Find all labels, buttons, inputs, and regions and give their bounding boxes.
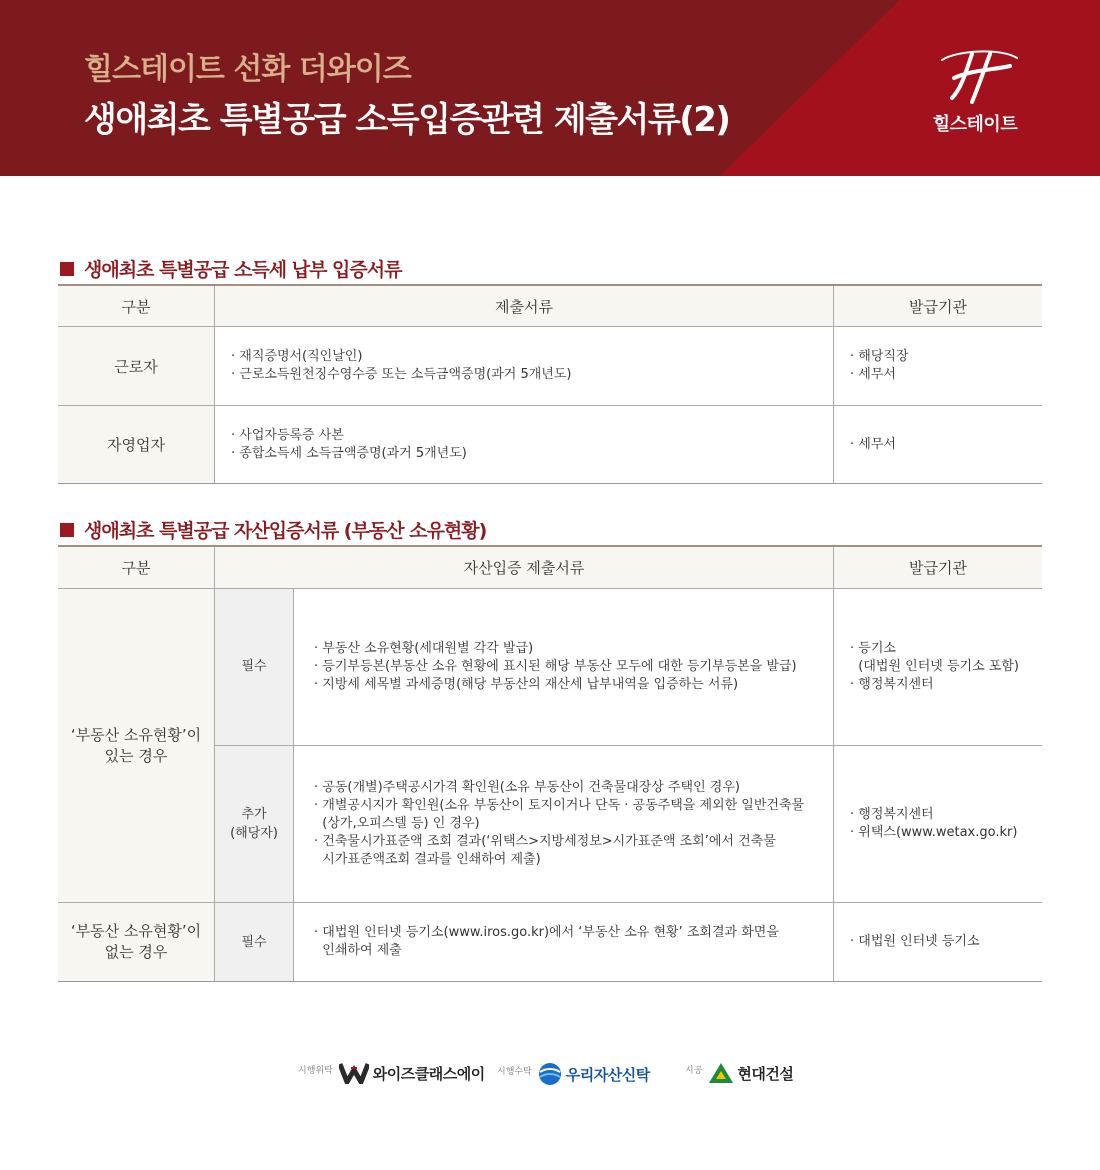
header-documents: 자산입증 제출서류 [215, 547, 834, 588]
issuer-item: · 행정복지센터 [850, 806, 934, 822]
doc-item: · 공동(개별)주택공시가격 확인원(소유 부동산이 건축물대장상 주택인 경우) [314, 779, 740, 795]
issuer-item: · 등기소 [850, 640, 896, 656]
issuer-item: · 해당직장 [850, 349, 909, 364]
issuer-item: · 행정복지센터 [850, 676, 934, 692]
doc-item: 인쇄하여 제출 [314, 943, 402, 958]
table-group-not-owned [58, 903, 1042, 981]
section2-title-text: 생애최초 특별공급 자산입증서류 (부동산 소유현황) [84, 520, 487, 542]
doc-item: · 근로소득원천징수영수증 또는 소득금액증명(과거 5개년도) [231, 367, 572, 382]
header-category: 구분 [58, 547, 215, 588]
row-label: 자영업자 [58, 406, 215, 483]
row-documents [294, 746, 834, 903]
section-bullet-icon [60, 523, 74, 537]
row-issuers [834, 746, 1042, 903]
row-documents [215, 327, 834, 405]
row-issuers [834, 589, 1042, 745]
section1-title-text: 생애최초 특별공급 소득세 납부 입증서류 [84, 259, 402, 281]
doc-item: · 대법원 인터넷 등기소(www.iros.go.kr)에서 ‘부동산 소유 현황’ 조회결과 화면을 [314, 925, 779, 940]
wise-class-a-logo-icon [339, 1062, 369, 1084]
issuer-item: (대법원 인터넷 등기소 포함) [850, 658, 1019, 674]
table-row [215, 589, 1042, 746]
required-label: 필수 [215, 589, 294, 745]
page-header [0, 0, 1100, 176]
row-issuers [834, 327, 1042, 405]
group-label-line: ‘부동산 소유현황’이 [70, 922, 202, 940]
row-issuers [834, 903, 1042, 981]
table-header-row [58, 547, 1042, 589]
group-label-line: 있는 경우 [104, 746, 168, 765]
group-label [58, 589, 215, 902]
hillstate-emblem-icon [932, 48, 1022, 106]
section1-title [60, 255, 401, 282]
table-header-row [58, 286, 1042, 327]
doc-item: · 개별공시지가 확인원(소유 부동산이 토지이거나 단독 · 공동주택을 제외한 일반건축물 [314, 797, 805, 813]
group-label [58, 903, 215, 981]
header-issuer: 발급기관 [834, 547, 1042, 588]
doc-item: · 건축물시가표준액 조회 결과(‘위택스>지방세정보>시가표준액 조회’에서 건축물 [314, 833, 776, 849]
row-documents [215, 406, 834, 483]
asset-proof-table [58, 545, 1042, 982]
row-issuers [834, 406, 1042, 483]
page-footer [0, 1058, 1100, 1098]
income-tax-table [58, 284, 1042, 484]
footer-role: 시행위탁 [298, 1065, 333, 1076]
hillstate-logo [920, 48, 1030, 138]
doc-item: (상가,오피스텔 등) 인 경우) [314, 815, 480, 831]
footer-role: 시공 [685, 1065, 703, 1076]
table-row [58, 327, 1042, 406]
footer-developer [298, 1062, 485, 1084]
doc-item: · 지방세 세목별 과세증명(해당 부동산의 재산세 납부내역을 입증하는 서류) [314, 676, 739, 692]
issuer-item: · 대법원 인터넷 등기소 [850, 934, 980, 949]
footer-constructor [685, 1062, 793, 1084]
issuer-item: · 위택스(www.wetax.go.kr) [850, 824, 1018, 840]
doc-item: · 부동산 소유현황(세대원별 각각 발급) [314, 640, 534, 656]
additional-label [215, 746, 294, 903]
doc-item: · 등기부등본(부동산 소유 현황에 표시된 해당 부동산 모두에 대한 등기부등본을 발급) [314, 658, 797, 674]
row-label: 근로자 [58, 327, 215, 405]
footer-role: 시행수탁 [497, 1066, 532, 1077]
issuer-item: · 세무서 [850, 436, 896, 452]
section-bullet-icon [60, 262, 74, 276]
hyundai-enc-triangle-logo-icon [708, 1062, 734, 1084]
section2-title [60, 516, 486, 543]
header-category: 구분 [58, 286, 215, 326]
doc-item: · 종합소득세 소득금액증명(과거 5개년도) [231, 445, 467, 461]
additional-label-line: 추가 [241, 806, 267, 822]
table-row [215, 746, 1042, 903]
issuer-item: · 세무서 [850, 367, 896, 382]
required-label: 필수 [215, 903, 294, 981]
logo-text: 힐스테이트 [932, 114, 1018, 135]
footer-trustee [497, 1062, 650, 1086]
additional-label-line: (해당자) [230, 825, 278, 841]
page-subtitle: 힐스테이트 선화 더와이즈 [84, 52, 411, 87]
group-subrows [215, 589, 1042, 902]
table-group-owned [58, 589, 1042, 903]
header-documents: 제출서류 [215, 286, 834, 326]
page-title: 생애최초 특별공급 소득입증관련 제출서류(2) [84, 100, 730, 140]
header-issuer: 발급기관 [834, 286, 1042, 326]
doc-item: · 사업자등록증 사본 [231, 427, 344, 443]
woori-asset-trust-logo-icon [538, 1062, 562, 1086]
footer-company-name: 와이즈클래스에이 [372, 1064, 485, 1083]
group-label-line: ‘부동산 소유현황’이 [70, 725, 202, 744]
row-documents [294, 903, 834, 981]
doc-item: · 재직증명서(직인날인) [231, 349, 363, 364]
footer-company-name: 우리자산신탁 [565, 1065, 650, 1084]
row-documents [294, 589, 834, 745]
footer-company-name: 현대건설 [737, 1064, 794, 1083]
group-label-line: 없는 경우 [104, 943, 168, 961]
table-row [58, 406, 1042, 483]
doc-item: 시가표준액조회 결과를 인쇄하여 제출) [314, 851, 541, 867]
